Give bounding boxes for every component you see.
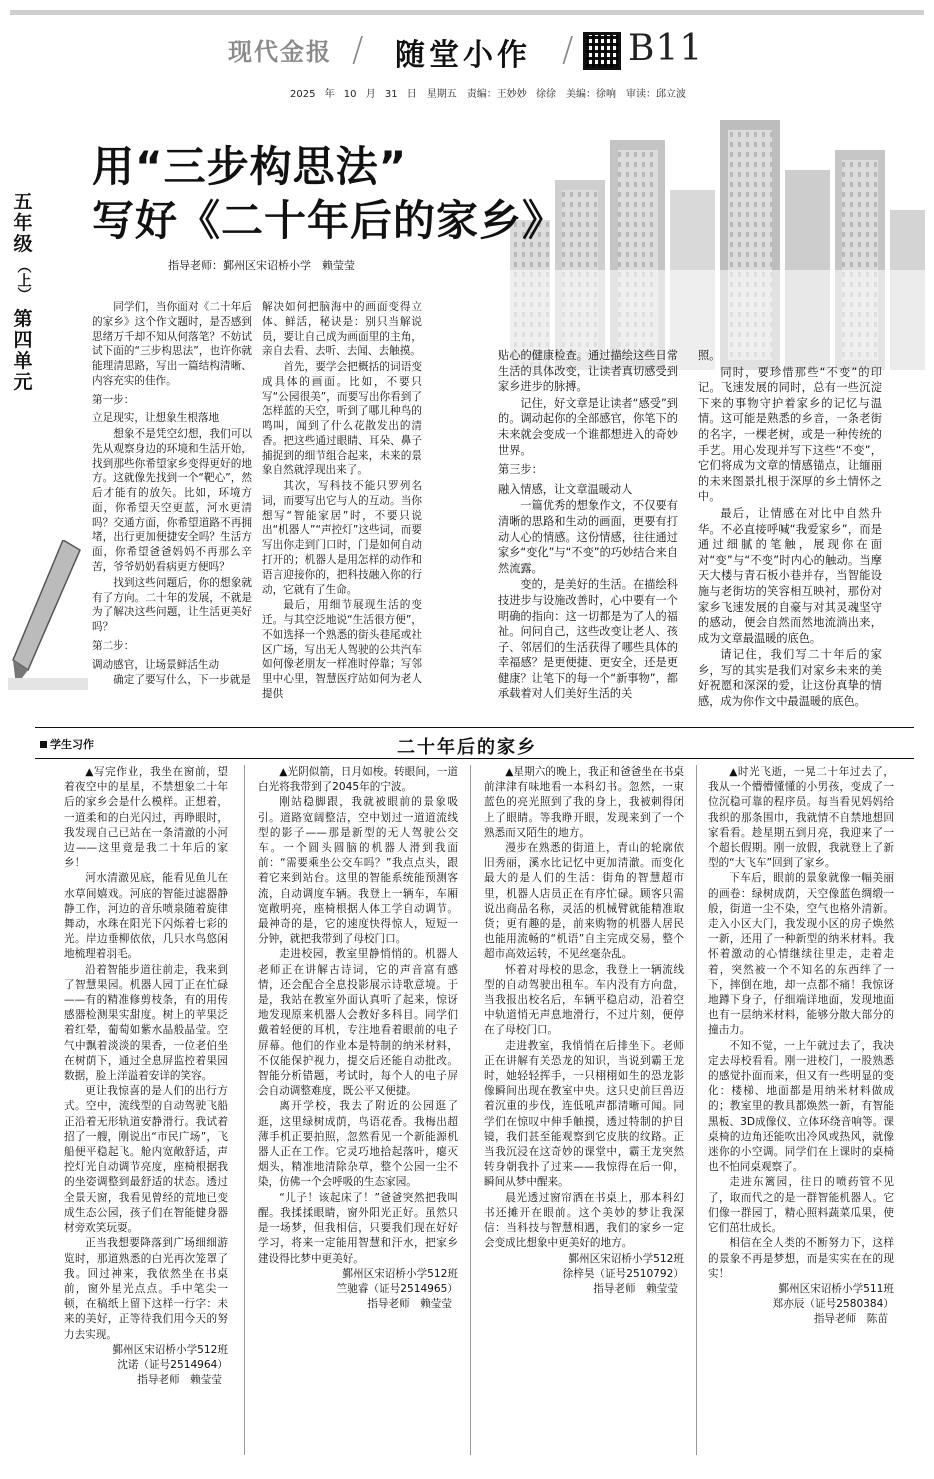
article-paragraph: 找到这些问题后，你的想象就有了方向。二十年的发展，不就是为了解决这些问题，让生活更美好吗？ xyxy=(92,576,252,634)
essay-section-title: 二十年后的家乡 xyxy=(397,737,537,758)
top-header-band xyxy=(0,0,934,22)
essay-paragraph: 相信在全人类的不断努力下，这样的景象不再是梦想，而是实实在在的现实！ xyxy=(708,1237,894,1280)
essay-paragraph: 沿着智能步道往前走，我来到了智慧果园。机器人园丁正在忙碌——有的精准修剪枝条，有的用传感器检测果实甜度。树上的苹果泛着红晕，葡萄如紫水晶般晶莹。空气中飘着淡淡的果香，一位老伯坐在树荫下，通过全息屏监控着果园数据，脸上洋溢着安详的笑容。 xyxy=(64,963,228,1083)
essay-school: 鄞州区宋诏桥小学512班 xyxy=(112,1343,228,1356)
section-divider-top xyxy=(35,727,914,728)
article-paragraph: 解决如何把脑海中的画面变得立体、鲜活，秘诀是：别只当解说员，要让自己成为画面里的主角，亲自去看、去听、去闻、去触摸。 xyxy=(262,301,422,358)
article-paragraph: 记住，好文章是让读者“感受”到的。调动起你的全部感官，你笔下的未来就会变成一个谁都想进入的奇妙世界。 xyxy=(498,396,678,457)
essay-paragraph: ▲星期六的晚上，我正和爸爸坐在书桌前津津有味地看一本科幻书。忽然，一束蓝色的亮光照到了我的身上，我被刺得闭上了眼睛。等我睁开眼，发现来到了一个熟悉而又陌生的地方。 xyxy=(484,766,684,839)
article-paragraph: 其次，写科技不能只罗列名词，而要写出它与人的互动。当你想写“智能家居”时，不要只说出“机器人”“声控灯”这些词，而要写出你走到门口时，门是如何自动打开的；机器人是用怎样的动作和语言迎接你的，把科技融入你的行动，它就有了生命。 xyxy=(262,480,422,596)
article-paragraph: 一篇优秀的想象作文，不仅要有清晰的思路和生动的画面，更要有打动人心的情感。这份情感，往往通过家乡“变化”与“不变”的巧妙结合来自然流露。 xyxy=(498,499,678,575)
article-column-4 xyxy=(698,348,882,711)
article-paragraph: 贴心的健康检查。通过描绘这些日常生活的具体改变，让读者真切感受到家乡进步的脉搏。 xyxy=(498,349,678,394)
article-paragraph: 照。 xyxy=(698,349,721,362)
article-paragraph: 确定了要写什么，下一步就是 xyxy=(113,674,251,687)
pencil-illustration xyxy=(8,540,88,690)
article-headline xyxy=(92,140,565,248)
essay-paragraph: 河水清澈见底，能看见鱼儿在水草间嬉戏。河底的智能过滤器静静工作，河边的音乐喷泉随着旋律舞动，水珠在阳光下闪烁着七彩的光。岸边垂柳依依，几只水鸟悠闲地梳理着羽毛。 xyxy=(64,872,228,961)
side-label-char: 五 xyxy=(13,191,33,213)
essay-section-tag: 学生习作 xyxy=(40,736,94,752)
step-subheading: 融入情感，让文章温暖动人 xyxy=(498,482,633,496)
article-teacher: 指导老师：鄞州区宋诏桥小学 赖莹莹 xyxy=(168,259,355,272)
grade-unit-label xyxy=(4,192,42,393)
essay-paragraph: 怀着对母校的思念，我登上一辆流线型的自动驾驶出租车。车内没有方向盘，当我报出校名后，车辆平稳启动，沿着空中轨道悄无声息地滑行，不过片刻，便停在了母校门口。 xyxy=(484,963,684,1037)
essay-paragraph: “儿子！该起床了！”爸爸突然把我叫醒。我揉揉眼睛，窗外阳光正好。虽然只是一场梦，但我相信，只要我们现在好好学习，将来一定能用智慧和汗水，把家乡建设得比梦中更美好。 xyxy=(258,1191,458,1265)
article-column-3 xyxy=(498,348,678,703)
essay-paragraph: ▲时光飞逝，一晃二十年过去了，我从一个懵懵懂懂的小男孩，变成了一位沉稳可靠的程序员。每当看见妈妈给我织的那条围巾，我就情不自禁地想回家看看。趁星期五到月亮，我迎来了一个超长假期。刚一放假，我就登上了新型的“大飞车”回到了家乡。 xyxy=(708,766,894,870)
essay-paragraph: 走进校园，教室里静悄悄的。机器人老师正在讲解古诗词，它的声音富有感情，还会配合全息投影展示诗歌意境。于是，我站在教室外面认真听了起来，惊讶地发现原来机器人会教好多科目。同学们戴着轻便的耳机，专注地看着眼前的电子屏幕。他们的作业本是特制的纳米材料，不仅能保护视力，提交后还能自动批改。智能分析错题，考试时，每个人的电子屏会自动调整难度，既公平又便捷。 xyxy=(258,948,458,1098)
essay-paragraph: 走进东篱园，往日的喷药管不见了，取而代之的是一群智能机器人。它们像一群园丁，精心照料蔬菜瓜果，使它们茁壮成长。 xyxy=(708,1176,894,1235)
essay-teacher: 指导老师 赖莹莹 xyxy=(593,1282,678,1295)
page-number: B11 xyxy=(628,28,704,69)
column-rule xyxy=(470,765,471,1455)
article-paragraph: 请记住，我们写二十年后的家乡，写的其实是我们对家乡未来的美好祝愿和深深的爱，让这份真挚的情感，成为你作文中最温暖的底色。 xyxy=(698,648,882,709)
side-label-char: 元 xyxy=(13,371,33,393)
essay-author: 沈诺（证号2514964） xyxy=(117,1358,228,1371)
column-rule xyxy=(244,765,245,1455)
essay-paragraph: 刚站稳脚跟，我就被眼前的景象吸引。道路宽阔整洁，空中划过一道道流线型的影子——那是新型的无人驾驶公交车。一个圆头圆脑的机器人滑到我面前：“需要乘坐公交车吗？”我点点头，跟着它来到站台。这里的智能系统能预测客流，自动调度车辆。我登上一辆车，车厢宽敞明亮，座椅根据人体工学自动调节。最神奇的是，它的速度快得惊人，短短一分钟，就把我带到了母校门口。 xyxy=(258,796,458,946)
headline-line-1: 用“三步构思法” xyxy=(92,142,408,191)
section-title: 随堂小作 xyxy=(395,38,531,73)
article-paragraph: 最后，用细节展现生活的变迁。与其空泛地说“生活很方便”，不如选择一个熟悉的街头巷尾或社区广场，写出无人驾驶的公共汽车如何像老朋友一样准时停靠；写邻里中心里，智慧医疗站如何为老人提供 xyxy=(262,599,422,700)
essay-author: 郑亦辰（证号2580384） xyxy=(772,1298,894,1311)
side-label-char: 单 xyxy=(13,350,33,372)
essay-paragraph: 晨光透过窗帘洒在书桌上，那本科幻书还摊开在眼前。这个美妙的梦让我深信：当科技与智慧相遇，我们的家乡一定会变成比想象中更美好的地方。 xyxy=(484,1191,684,1250)
essay-paragraph: ▲写完作业，我坐在窗前，望着夜空中的星星，不禁想象二十年后的家乡会是什么模样。正想着，一道柔和的白光闪过，再睁眼时，我发现自己已站在一条清澈的小河边——这里竟是我二十年后的家乡！ xyxy=(64,766,228,870)
essay-teacher: 指导老师 赖莹莹 xyxy=(367,1298,452,1311)
essay-teacher: 指导老师 赖莹莹 xyxy=(137,1374,222,1387)
qr-code-icon xyxy=(583,32,621,70)
article-paragraph: 最后，让情感在对比中自然升华。不必直接呼喊“我爱家乡”，而是通过细腻的笔触，展现你在面对“变”与“不变”时内心的触动。当摩天大楼与青石板小巷并存，当智能设施与老街坊的笑容相互映衬，那份对家乡飞速发展的自豪与对其灵魂坚守的感动，便会自然而然地流淌出来，成为文章最温暖的底色。 xyxy=(698,506,882,645)
essay-author: 徐梓昊（证号2510792） xyxy=(562,1267,684,1280)
masthead-divider: / xyxy=(352,30,364,70)
article-paragraph: 同学们，当你面对《二十年后的家乡》这个作文题时，是否感到思绪万千却不知从何落笔？不妨试试下面的“三步构思法”，也许你就能理清思路，写出一篇结构清晰、内容充实的佳作。 xyxy=(92,301,252,387)
masthead-divider: / xyxy=(562,30,574,70)
column-rule xyxy=(696,765,697,1455)
essay-teacher: 指导老师 陈苗 xyxy=(813,1313,888,1326)
side-label-char: （上） xyxy=(15,259,32,301)
step-heading: 第三步： xyxy=(498,463,543,477)
side-label-char: 年 xyxy=(13,212,33,234)
section-divider-bottom xyxy=(35,758,914,759)
essay-paragraph: 不知不觉，一上午就过去了，我决定去母校看看。刚一进校门，一股熟悉的感觉扑面而来，但又有一些明显的变化：楼梯、地面都是用纳米材料做成的；教室里的教具都焕然一新，有智能黑板、3D成像仪、立体环绕音响等。课桌椅的边角还能吹出冷风或热风，就像迷你的小空调。同学们在上课时的桌椅也不怕同桌观察了。 xyxy=(708,1039,894,1174)
article-paragraph: 首先，要学会把概括的词语变成具体的画面。比如，不要只写“公园很美”，而要写出你看到了怎样蓝的天空，听到了哪儿种鸟的鸣叫，闻到了什么花散发出的清香。把这些通过眼睛、耳朵、鼻子捕捉到的细节组合起来，未来的景象自然就浮现出来了。 xyxy=(262,361,422,477)
essay-paragraph: 走进教室，我悄悄在后排坐下。老师正在讲解有关恐龙的知识，当说到霸王龙时，她轻轻挥手，一只栩栩如生的恐龙影像瞬间出现在教室中央。这只史前巨兽迈着沉重的步伐，连低吼声都清晰可闻。同学们在惊叹中伸手触摸，透过特制的护目镜，我们甚至能观察到它皮肤的纹路。正当我沉浸在这奇妙的课堂中，霸王龙突然转身朝我扑了过来——我惊得在后一仰，瞬间从梦中醒来。 xyxy=(484,1039,684,1189)
student-essay-2 xyxy=(258,765,458,1312)
step-subheading: 调动感官，让场景鲜活生动 xyxy=(92,658,220,671)
student-essay-3 xyxy=(484,765,684,1297)
step-heading: 第一步： xyxy=(92,393,135,406)
student-essay-1 xyxy=(64,765,228,1388)
headline-line-2: 写好《二十年后的家乡》 xyxy=(92,196,566,245)
essay-school: 鄞州区宋诏桥小学512班 xyxy=(342,1267,458,1280)
essay-school: 鄞州区宋诏桥小学512班 xyxy=(568,1252,684,1265)
dateline: 2025 年 10 月 31 日 星期五 责编：王妙妙 徐徐 美编：徐响 审读：邱立波 xyxy=(290,89,686,100)
header-stripe xyxy=(10,10,924,15)
side-label-char: 第 xyxy=(13,308,33,330)
student-essay-4 xyxy=(708,765,894,1328)
article-column-1 xyxy=(92,300,252,689)
essay-paragraph: ▲光阴似箭，日月如梭。转眼间，一道白光将我带到了2045年的宁波。 xyxy=(258,766,458,794)
step-subheading: 立足现实，让想象生根落地 xyxy=(92,412,220,425)
article-paragraph: 变的，是美好的生活。在描绘科技进步与设施改善时，心中要有一个明确的指向：这一切都是为了人的福祉。问问自己，这些改变让老人、孩子、邻居们的生活获得了哪些具体的幸福感？是更便捷、更安全，还是更健康？让笔下的每一个“新事物”，都承载着对人们美好生活的关 xyxy=(498,578,678,701)
masthead xyxy=(0,28,934,78)
article-paragraph: 想象不是凭空幻想，我们可以先从观察身边的环境和生活开始，找到那些你希望家乡变得更好的地方。这就像先找到一个“靶心”，然后才能有的放矢。比如，环境方面，你希望天空更蓝，河水更清吗？交通方面，你希望道路不再拥堵，出行更加便捷安全吗？生活方面，你希望爸爸妈妈不再那么辛苦，爷爷奶奶看病更方便吗？ xyxy=(92,428,252,574)
essay-author: 竺驰睿（证号2514965） xyxy=(336,1282,458,1295)
essay-paragraph: 更让我惊喜的是人们的出行方式。空中，流线型的自动驾驶飞船正沿着无形轨道安静滑行。我试着招了一艘，刚说出“市民广场”，飞船便平稳起飞。舱内宽敞舒适，声控灯光自动调节亮度，座椅根据我的坐姿调整到最舒适的状态。透过全景天窗，我看见曾经的荒地已变成生态公园，孩子们在智能健身器材旁欢笑玩耍。 xyxy=(64,1085,228,1235)
step-heading: 第二步： xyxy=(92,639,135,652)
article-paragraph: 同时，要珍惜那些“不变”的印记。飞速发展的同时，总有一些沉淀下来的事物守护着家乡的记忆与温情。这可能是熟悉的乡音，一条老街的名字，一棵老树，或是一种传统的手艺。用心发现并写下这些“不变”，它们将成为文章的情感锚点，让缅丽的未来图景扎根于深厚的乡土情怀之中。 xyxy=(698,365,882,504)
side-label-char: 四 xyxy=(13,329,33,351)
newspaper-brand: 现代金报 xyxy=(228,38,332,66)
essay-paragraph: 正当我想要降落到广场细细游览时，那道熟悉的白光再次笼罩了我。回过神来，我依然坐在书桌前，窗外星光点点。手中笔尖一顿，在稿纸上留下这样一行字：未来的美好，正等待我们用今天的努力去实现。 xyxy=(64,1237,228,1341)
essay-paragraph: 离开学校，我去了附近的公园逛了逛，这里绿树成荫，鸟语花香。我梅出超薄手机正要拍照，忽然看见一个新能源机器人正在工作。它灵巧地拾起落叶，瘪灭烟头，精准地清除杂草，整个公园一尘不染，仿佛一个会呼吸的生态家园。 xyxy=(258,1100,458,1189)
article-column-2 xyxy=(262,300,422,703)
essay-school: 鄞州区宋诏桥小学511班 xyxy=(778,1282,894,1295)
side-label-char: 级 xyxy=(13,233,33,255)
essay-paragraph: 漫步在熟悉的街道上，青山的轮廓依旧秀丽，溪水比记忆中更加清澈。而变化最大的是人们的生活：街角的智慧超市里，机器人店员正在有序忙碌。顾客只需说出商品名称，灵活的机械臂就能精准取货；更有趣的是，前来购物的机器人居民也能用流畅的“机语”自主完成交易，整个超市高效运转，不见丝毫杂乱。 xyxy=(484,842,684,961)
essay-paragraph: 下车后，眼前的景象就像一幅美丽的画卷：绿树成荫，天空像蓝色绸缎一般，街道一尘不染，空气也格外清新。走入小区大门，我发现小区的房子焕然一新，还用了一种新型的纳米材料。我怀着激动的心情继续往里走，走着走着，突然被一个不知名的东西绊了一下，摔倒在地，却一点都不痛！我惊讶地蹲下身子，仔细端详地面，发现地面也有一层纳米材料，能够分散大部分的撞击力。 xyxy=(708,872,894,1037)
